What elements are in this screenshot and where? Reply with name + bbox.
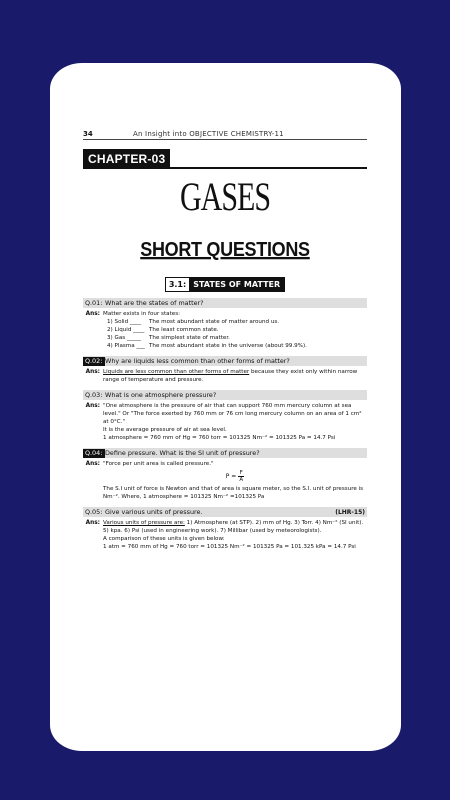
- list-item: 4) Plasma ___ The most abundant state in the universe (about 99.9%).: [107, 343, 307, 349]
- book-title: An Insight into OBJECTIVE CHEMISTRY-11: [133, 130, 284, 138]
- pressure-formula: P = $\frac{F}{A}$: [225, 470, 244, 483]
- answer-label: Ans:: [85, 461, 100, 467]
- question-number: Q.02:: [83, 357, 105, 366]
- answer-label: Ans:: [85, 369, 100, 375]
- section-badge: [165, 277, 285, 292]
- list-item: 1) Solid ____ The most abundant state of matter around us.: [107, 319, 280, 325]
- answer-label: Ans:: [85, 520, 100, 526]
- question-text: Give various units of pressure.: [105, 507, 203, 516]
- answer-text: 1) Atmosphere (at STP). 2) mm of Hg. 3) Torr. 4) Nm⁻² (SI unit). 5) kpa. 6) Psi (used in engineering work). 7) Millibar (used by meteorologists).: [103, 520, 364, 534]
- answer-block: [83, 519, 367, 551]
- list-item: 2) Liquid ____ The least common state.: [107, 327, 219, 333]
- question-row: [83, 356, 367, 366]
- question-text: What are the states of matter?: [105, 298, 204, 307]
- section-name: STATES OF MATTER: [189, 278, 284, 291]
- list-item: 3) Gas _____ The simplest state of matter.: [107, 335, 230, 341]
- answer-intro: Matter exists in four states:: [103, 311, 181, 317]
- answer-block: [83, 310, 367, 350]
- question-number: Q.03:: [85, 390, 103, 399]
- exam-tag: (LHR-15): [335, 508, 365, 516]
- answer-text: "Force per unit area is called pressure.": [103, 461, 214, 467]
- question-row: [83, 507, 367, 517]
- question-row: [83, 298, 367, 308]
- answer-text: It is the average pressure of air at sea level.: [103, 427, 227, 433]
- answer-block: [83, 402, 367, 442]
- section-heading: SHORT QUESTIONS: [140, 237, 310, 261]
- answer-block: [83, 460, 367, 501]
- question-row: [83, 448, 367, 458]
- question-number: Q.01:: [85, 298, 103, 307]
- running-head: [83, 130, 367, 140]
- answer-label: Ans:: [85, 403, 100, 409]
- question-number: Q.04:: [83, 449, 105, 458]
- chapter-title: GASES: [179, 175, 271, 220]
- question-text: What is one atmosphere pressure?: [105, 390, 217, 399]
- page-card: [50, 63, 401, 751]
- question-list: [83, 298, 367, 551]
- answer-text: "One atmosphere is the pressure of air that can support 760 mm mercury column at sea level." Or "The force exerted by 760 mm or 76 cm long mercury column on an area of 1 cm² at 0°C.": [103, 403, 362, 425]
- answer-text: because they exist only within narrow range of temperature and pressure.: [103, 369, 358, 383]
- question-text: Define pressure. What is the SI unit of pressure?: [105, 448, 260, 457]
- answer-text: A comparison of these units is given below:: [103, 536, 225, 542]
- book-page: [83, 130, 383, 551]
- answer-equation: 1 atmosphere = 760 mm of Hg = 760 torr = 101325 Nm⁻² = 101325 Pa = 14.7 Psi: [103, 435, 336, 441]
- question-row: [83, 390, 367, 400]
- answer-block: [83, 368, 367, 384]
- answer-label: Ans:: [85, 311, 100, 317]
- answer-emphasis: Various units of pressure are:: [103, 520, 185, 526]
- question-number: Q.05:: [85, 507, 103, 516]
- page-number: 34: [83, 130, 93, 138]
- answer-emphasis: Liquids are less common than other forms of matter: [103, 369, 250, 375]
- answer-text: The S.I unit of force is Newton and that of area is square meter, so the S.I. unit of pressure is Nm⁻². Where, 1 atmosphere = 101325 Nm⁻² =101325 Pa: [103, 486, 364, 500]
- section-number: 3.1:: [166, 278, 189, 291]
- chapter-rule: [83, 167, 367, 169]
- chapter-label: CHAPTER-03: [83, 149, 170, 169]
- question-text: Why are liquids less common than other forms of matter?: [105, 356, 290, 365]
- answer-equation: 1 atm = 760 mm of Hg = 760 torr = 101325 Nm⁻² = 101325 Pa = 101.325 kPa = 14.7 Psi: [103, 544, 356, 550]
